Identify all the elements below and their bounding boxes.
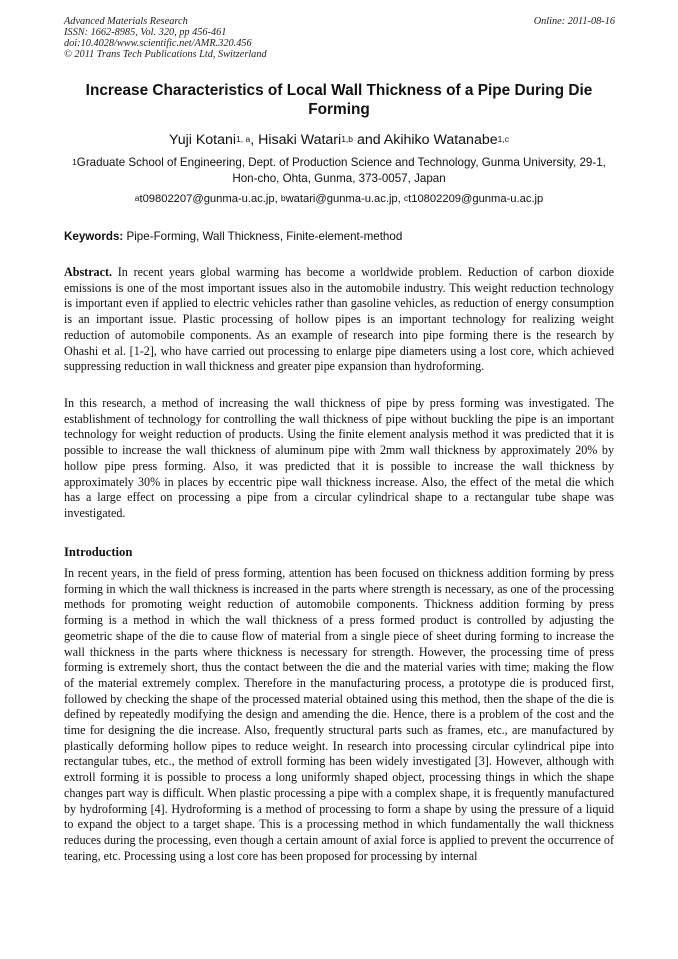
keywords <box>64 229 614 244</box>
affiliation-text: Graduate School of Engineering, Dept. of Production Science and Technology, Gunma University, 29-1, Hon-cho, Ohta, Gunma, 373-0057, Japan <box>76 156 606 185</box>
author-separator: and <box>353 132 384 148</box>
abstract-paragraph <box>64 265 614 375</box>
abstract-paragraph-2 <box>64 396 614 522</box>
abstract-text-2: In this research, a method of increasing the wall thickness of pipe by press forming was investigated. The establishment of technology for controlling the wall thickness of pipe without buckling the pipe is an important technology for weight reduction of products. Using the finite element analysis method it was predicted that it is possible to increase the wall thickness of aluminum pipe with 2mm wall thickness by approximately 20% by hollow pipe press forming. Also, it was predicted that it is possible to increase the wall thickness by approximately 30% in places by eccentric pipe wall thickness increase. Also, the effect of the metal die which has a large effect on processing a pipe from a circular cylindrical shape to a rectangular tube shape was investigated. <box>64 396 614 520</box>
author-separator: , <box>250 132 259 148</box>
doi-line[interactable]: doi:10.4028/www.scientific.net/AMR.320.456 <box>64 38 252 49</box>
author-affiliation-marker: 1, a <box>236 134 251 144</box>
author-affiliation-marker: 1,b <box>341 134 354 144</box>
journal-header <box>64 16 267 60</box>
affiliation-marker: 1 <box>72 157 77 167</box>
issn-line: ISSN: 1662-8985, Vol. 320, pp 456-461 <box>64 27 227 38</box>
section-heading-introduction: Introduction <box>64 545 133 559</box>
introduction-paragraph <box>64 566 614 864</box>
email-address[interactable]: t10802209@gunma-u.ac.jp <box>408 193 544 205</box>
keywords-text: Pipe-Forming, Wall Thickness, Finite-element-method <box>123 230 403 243</box>
affiliation <box>64 155 614 187</box>
keywords-label: Keywords: <box>64 230 124 243</box>
author-name: Akihiko Watanabe <box>383 132 498 148</box>
copyright-line: © 2011 Trans Tech Publications Ltd, Switzerland <box>64 49 267 60</box>
email-address[interactable]: t09802207@gunma-u.ac.jp, <box>139 193 281 205</box>
abstract-label: Abstract. <box>64 265 113 279</box>
author-name: Yuji Kotani <box>169 132 237 148</box>
journal-name: Advanced Materials Research <box>64 16 188 27</box>
email-address[interactable]: watari@gunma-u.ac.jp, <box>285 193 404 205</box>
email-marker: b <box>280 193 286 203</box>
author-affiliation-marker: 1,c <box>497 134 509 144</box>
email-marker: c <box>403 193 409 203</box>
introduction-text: In recent years, in the field of press forming, attention has been focused on thickness addition forming by press forming in which the wall thickness is increased in the parts where strength is necessary, as one of the processing methods for promoting weight reduction of automobile components. Thickness addition forming by press forming is a method in which the wall thickness of a press formed product is controlled by adjusting the geometric shape of the die to cause flow of material from a single piece of sheet during forming to increase the wall thickness in the parts where thickness is necessary for strength. However, the processing time of press forming is extremely short, thus the contact between the die and the material varies with time; making the flow of the material extremely complex. Therefore in the manufacturing process, a prototype die is produced first, followed by checking the shape of the processed material obtained using this method, then the shape of the die is defined by repeatedly modifying the design and amending the die. Hence, there is a problem of the cost and the time for designing the die increase. Also, frequently structural parts such as frames, etc., are manufactured by plastically deforming hollow pipes to reduce weight. In research into processing circular cylindrical pipe into rectangular tubes, etc., the method of extroll forming has been widely investigated [3]. However, although with extroll forming it is possible to process a long uniformly shaped object, processing things in which the shape changes part way is difficult. When plastic processing a pipe with a complex shape, it is frequently manufactured by hydroforming [4]. Hydroforming is a method of processing to form a shape by using the pressure of a liquid to expand the object to a target shape. This is a processing method in which fundamentally the wall thickness reduces during the processing, even though a certain amount of axial force is applied to prevent the occurrence of tearing, etc. Processing using a lost core has been proposed for processing by internal <box>64 566 614 863</box>
email-list <box>64 192 614 207</box>
paper-title: Increase Characteristics of Local Wall Thickness of a Pipe During Die Forming <box>85 82 593 118</box>
email-marker: a <box>134 193 140 203</box>
online-date: Online: 2011-08-16 <box>533 16 615 27</box>
author-list <box>64 131 614 149</box>
abstract-text: In recent years global warming has become a worldwide problem. Reduction of carbon dioxide emissions is one of the most important issues also in the automobile industry. This weight reduction technology is important even if applied to electric vehicles rather than gasoline vehicles, as reduction of energy consumption is an important issue. Plastic processing of hollow pipes is an important technology for realizing weight reduction of automobile components. As an example of research into pipe forming there is the research by Ohashi et al. [1-2], who have carried out processing to enlarge pipe diameters using a lost core, which achieved suppressing reduction in wall thickness and greater pipe expansion than hydroforming. <box>64 265 614 374</box>
author-name: Hisaki Watari <box>258 132 342 148</box>
